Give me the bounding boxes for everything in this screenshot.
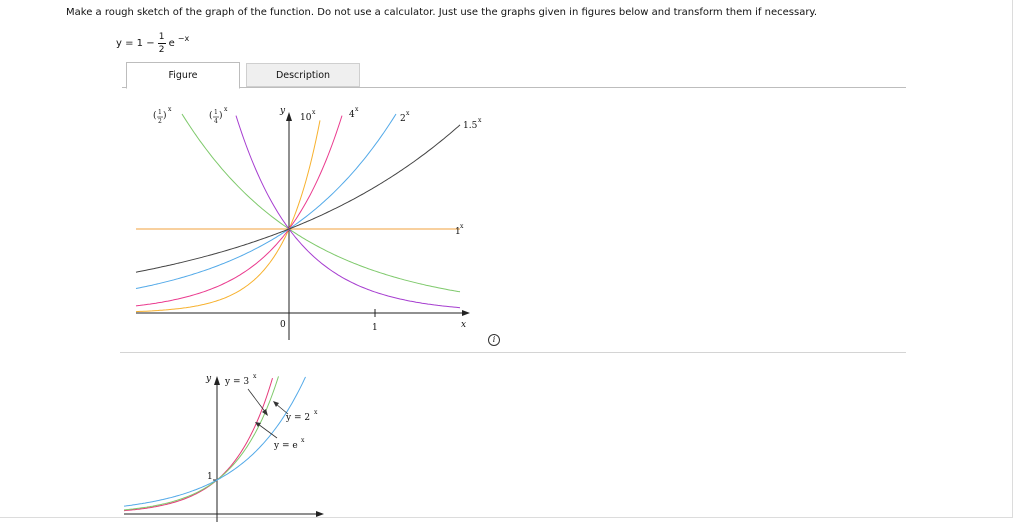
graph1-y-arrow [286, 112, 292, 121]
svg-text:): ) [163, 111, 167, 121]
tab-figure[interactable]: Figure [126, 62, 240, 89]
svg-text:4: 4 [349, 110, 355, 120]
formula-lhs: y = 1 − [116, 37, 155, 49]
graph1-label-one [455, 223, 464, 237]
graph2-label-three [224, 373, 257, 387]
question-text: Make a rough sketch of the graph of the function. Do not use a calculator. Just use the graphs given in figures below and transform them if necessary. [66, 7, 818, 18]
svg-text:x: x [253, 373, 257, 380]
svg-text:(: ( [209, 111, 213, 121]
graph1-curve-quarter [236, 116, 460, 308]
graph1-label-tick1: 1 [372, 323, 378, 333]
graph1-label-one-five [463, 117, 482, 131]
svg-text:4: 4 [214, 118, 218, 125]
info-icon[interactable]: i [488, 334, 500, 346]
svg-text:x: x [355, 106, 359, 113]
svg-text:y = e: y = e [274, 441, 298, 451]
formula-exponent: −x [177, 33, 190, 43]
formula-numerator: 1 [158, 31, 165, 42]
svg-text:2: 2 [400, 114, 406, 124]
graph1-label-origin: 0 [280, 320, 286, 330]
svg-text:x: x [168, 106, 172, 113]
graph1-curve-four [136, 116, 342, 306]
graph1-label-two [400, 110, 410, 124]
graph1-curve-one-five [136, 125, 460, 272]
graph2-label-y: y [206, 374, 212, 384]
svg-text:x: x [301, 437, 305, 444]
graph2-label-e [273, 437, 305, 451]
svg-text:1: 1 [214, 109, 218, 116]
graph1-label-ten [300, 109, 316, 123]
graph2-y-arrow [214, 376, 220, 385]
formula-base: e [168, 37, 175, 49]
graph2-curve-e [124, 376, 279, 510]
svg-text:): ) [219, 111, 223, 121]
tab-description[interactable]: Description [246, 63, 360, 87]
graph2-label-one: 1 [207, 472, 213, 482]
svg-text:x: x [460, 223, 464, 230]
svg-text:y = 2: y = 2 [286, 413, 311, 423]
svg-text:x: x [224, 106, 228, 113]
graph1-label-x: x [461, 320, 467, 330]
graph1-label-four [349, 106, 359, 120]
svg-text:x: x [478, 117, 482, 124]
graph1-x-arrow [462, 310, 470, 316]
graph1-label-y: y [280, 106, 286, 116]
graph1-curve-two [136, 114, 396, 289]
graph2-x-arrow [316, 511, 324, 517]
svg-text:1: 1 [158, 109, 162, 116]
graph2-label-two [285, 409, 318, 423]
graph2-curve-three [124, 378, 273, 511]
graph1-curve-ten [136, 120, 320, 311]
svg-text:x: x [312, 109, 316, 116]
svg-text:(: ( [153, 111, 157, 121]
graph2-pointer-three-head [262, 409, 268, 416]
svg-text:10: 10 [300, 113, 312, 123]
svg-text:y = 3: y = 3 [225, 377, 250, 387]
svg-text:1.5: 1.5 [463, 121, 478, 131]
graph1-label-half [153, 106, 172, 125]
svg-text:2: 2 [158, 118, 162, 125]
svg-text:x: x [406, 110, 410, 117]
svg-text:x: x [314, 409, 318, 416]
graph2-pointer-three [248, 389, 266, 413]
formula-denominator: 2 [158, 44, 165, 55]
section-divider [120, 352, 906, 353]
graph1-curve-half [182, 114, 460, 292]
svg-text:1: 1 [455, 227, 461, 237]
graph1-label-quarter [209, 106, 228, 125]
